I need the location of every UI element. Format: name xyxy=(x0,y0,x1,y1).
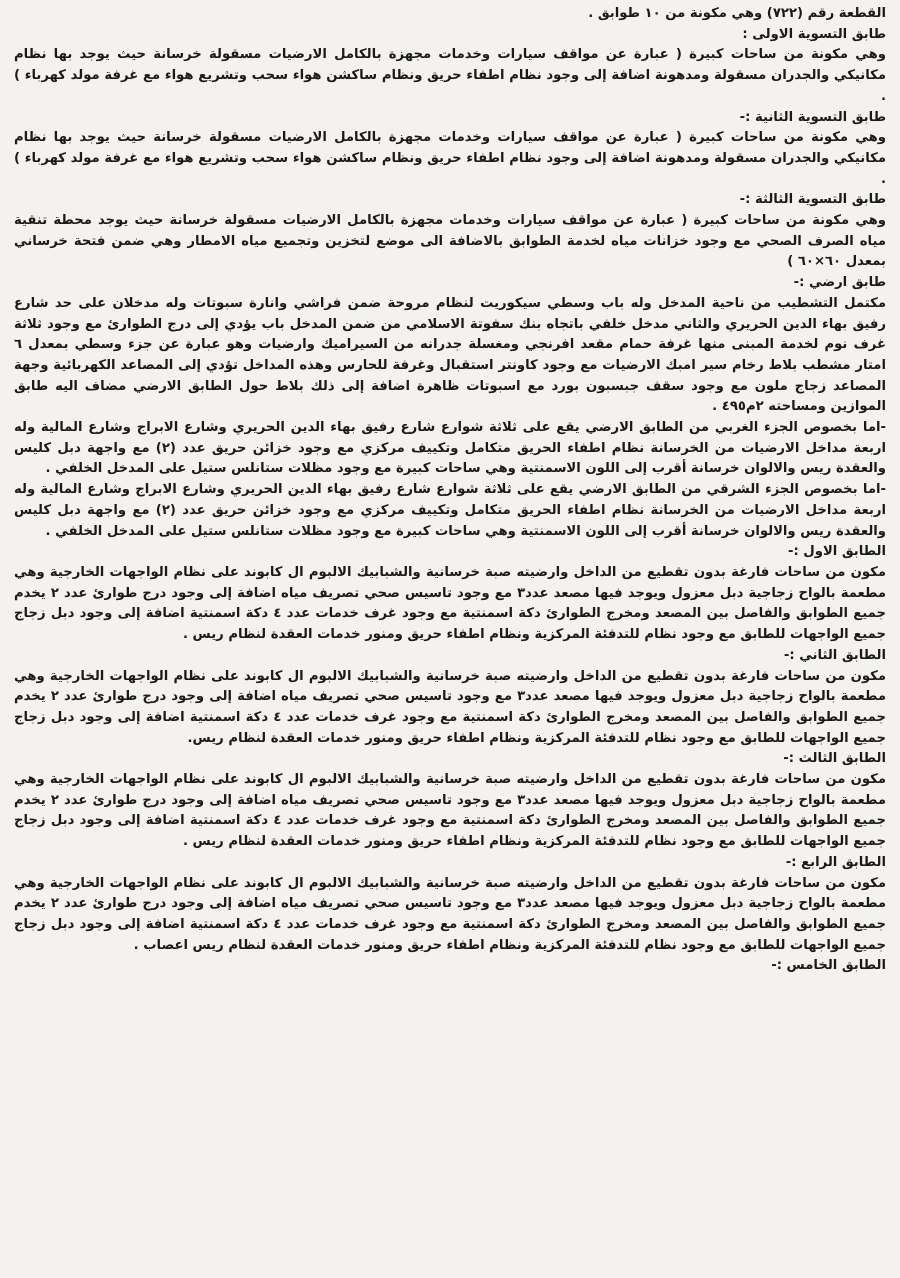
paragraph: مكون من ساحات فارغة بدون تقطيع من الداخل وارضيته صبة خرسانية والشبابيك الالبوم ال كابوند على نظام الواجهات الخارجية وهي مطعمة بالواح زجاجية دبل معزول ويوجد فيها مصعد عدد٣ مع وجود تاسيس صحي تصريف مياه اضافة إلى وجود درج طوارئ عدد ٢ يخدم جميع الطوابق والفاصل بين المصعد ومخرج الطوارئ دكة اسمنتية مع وجود غرف خدمات عدد ٤ دكة اسمنتية اضافة إلى وجود دبل زجاج جميع الواجهات للطابق مع وجود نظام للتدفئة المركزية ونظام اطفاء حريق ومنور خدمات العقدة لنظام ريس اعصاب . xyxy=(14,875,886,953)
section-heading: الطابق الثاني :- xyxy=(783,647,886,663)
paragraph: وهي مكونة من ساحات كبيرة ( عبارة عن مواقف سيارات وخدمات مجهزة بالكامل الارضيات مسقولة خرسانة حيث يوجد بها نظام مكانيكي والجدران مسقولة ومدهونة اضافة إلى وجود نظام اطفاء حريق ونظام ساكشن هواء سحب وتشريع هواء مع غرفة مولد كهرباء ) . xyxy=(14,47,886,104)
section-heading: الطابق الثالث :- xyxy=(783,751,886,767)
paragraph: مكتمل التشطيب من ناحية المدخل وله باب وسطي سيكوريت لنظام مروحة ضمن فراشي وانارة سبوتات وله مدخلان على حد شارع رفيق بهاء الدين الحريري والثاني مدخل خلفي باتجاه بنك سفوتة الاسلامي من ضمن المدخل باب يؤدي إلى درج الطوارئ مع وجود ثلاثة غرف نوم لخدمة المبنى منها غرفة حمام مقعد افرنجي ومغسلة جدرانه من السيراميك وارضيات وهو عبارة عن جزء وسطي بمعدل ٦ امتار مشطب بلاط رخام سير امبك الارضيات مع وجود كاونتر استقبال وغرفة للحارس وهذه المداخل تؤدي إلى المصاعد الكهربائية وجهة المصاعد زجاج ملون مع وجود سقف جبسبون بورد مع اسبوتات ظاهرة اضافة إلى ذلك بلاط حول الطابق الارضي مضاف اليه طابق الموازين ومساحته ٢م٤٩٥ . xyxy=(14,295,886,415)
section-heading: الطابق الاول :- xyxy=(787,544,886,560)
paragraph: مكون من ساحات فارغة بدون تقطيع من الداخل وارضيته صبة خرسانية والشبابيك الالبوم ال كابوند على نظام الواجهات الخارجية وهي مطعمة بالواح زجاجية دبل معزول ويوجد فيها مصعد عدد٣ مع وجود تاسيس صحي تصريف مياه اضافة إلى وجود درج طوارئ عدد ٢ يخدم جميع الطوابق والفاصل بين المصعد ومخرج الطوارئ دكة اسمنتية مع وجود غرف خدمات عدد ٤ دكة اسمنتية اضافة إلى وجود دبل زجاج جميع الواجهات للطابق مع وجود نظام للتدفئة المركزية ونظام اطفاء حريق ومنور خدمات العقدة لنظام ريس . xyxy=(14,564,886,643)
section-heading: طابق التسوية الثانية :- xyxy=(739,109,886,125)
section-heading: طابق التسوية الاولى : xyxy=(742,26,886,42)
section-heading: طابق التسوية الثالثة :- xyxy=(739,192,886,208)
section-heading: الطابق الرابع :- xyxy=(785,854,886,870)
paragraph: -اما بخصوص الجزء الشرقي من الطابق الارضي يقع على ثلاثة شوارع شارع رفيق بهاء الدين الحريري وشارع الابراج وشارع المالية وله اربعة مداخل الارضيات من الخرسانة نظام اطفاء الحريق متكامل وتكييف مركزي مع وجود خزائن حريق عدد (٢) مع واجهة دبل كليس والعقدة ريس والالوان خرسانة أقرب إلى اللون الاسمنتية وهي ساحات كبيرة مع وجود مظلات ستانلس ستيل على المدخل الخلفي . xyxy=(14,482,887,539)
section-heading: القطعة رقم (٧٢٢) وهي مكونة من ١٠ طوابق . xyxy=(588,6,886,21)
paragraph: وهي مكونة من ساحات كبيرة ( عبارة عن مواقف سيارات وخدمات مجهزة بالكامل الارضيات مسقولة خرسانة حيث يوجد محطة تنقية مياه الصرف الصحي مع وجود خزانات مياه لخدمة الطوابق بالاضافة الى موضع لتخزين وتجميع مياه الامطار وهي ضمن فتحة خرساني بمعدل ٦٠×٦٠ ) xyxy=(14,213,886,270)
paragraph: مكون من ساحات فارغة بدون تقطيع من الداخل وارضيته صبة خرسانية والشبابيك الالبوم ال كابوند على نظام الواجهات الخارجية وهي مطعمة بالواح زجاجية دبل معزول ويوجد فيها مصعد عدد٣ مع وجود تاسيس صحي تصريف مياه اضافة إلى وجود درج طوارئ عدد ٢ يخدم جميع الطوابق والفاصل بين المصعد ومخرج الطوارئ دكة اسمنتية مع وجود غرف خدمات عدد ٤ دكة اسمنتية اضافة إلى وجود دبل زجاج جميع الواجهات للطابق مع وجود نظام للتدفئة المركزية ونظام اطفاء حريق ومنور خدمات العقدة لنظام ريس . xyxy=(14,772,886,850)
paragraph: وهي مكونة من ساحات كبيرة ( عبارة عن مواقف سيارات وخدمات مجهزة بالكامل الارضيات مسقولة خرسانة حيث يوجد بها نظام مكانيكي والجدران مسقولة ومدهونة اضافة إلى وجود نظام اطفاء حريق ونظام ساكشن هواء سحب وتشريع هواء مع غرفة مولد كهرباء ) . xyxy=(14,130,886,187)
section-heading: طابق ارضي :- xyxy=(793,275,886,291)
paragraph: -اما بخصوص الجزء الغربي من الطابق الارضي يقع على ثلاثة شوارع شارع رفيق بهاء الدين الحريري وشارع الابراج وشارع المالية وله اربعة مداخل الارضيات من الخرسانة نظام اطفاء الحريق متكامل وتكييف مركزي مع وجود خزائن حريق عدد (٢) مع واجهة دبل كليس والعقدة ريس والالوان خرسانة أقرب إلى اللون الاسمنتية وهي ساحات كبيرة مع وجود مظلات ستانلس ستيل على المدخل الخلفي . xyxy=(14,420,887,477)
paragraph: مكون من ساحات فارغة بدون تقطيع من الداخل وارضيته صبة خرسانية والشبابيك الالبوم ال كابوند على نظام الواجهات الخارجية وهي مطعمة بالواح زجاجية دبل معزول ويوجد فيها مصعد عدد٣ مع وجود تاسيس صحي تصريف مياه اضافة إلى وجود درج طوارئ عدد ٢ يخدم جميع الطوابق والفاصل بين المصعد ومخرج الطوارئ دكة اسمنتية مع وجود غرف خدمات عدد ٤ دكة اسمنتية اضافة إلى وجود دبل زجاج جميع الواجهات للطابق مع وجود نظام للتدفئة المركزية ونظام اطفاء حريق ومنور خدمات العقدة لنظام ريس. xyxy=(14,668,886,746)
section-heading: الطابق الخامس :- xyxy=(771,958,886,974)
